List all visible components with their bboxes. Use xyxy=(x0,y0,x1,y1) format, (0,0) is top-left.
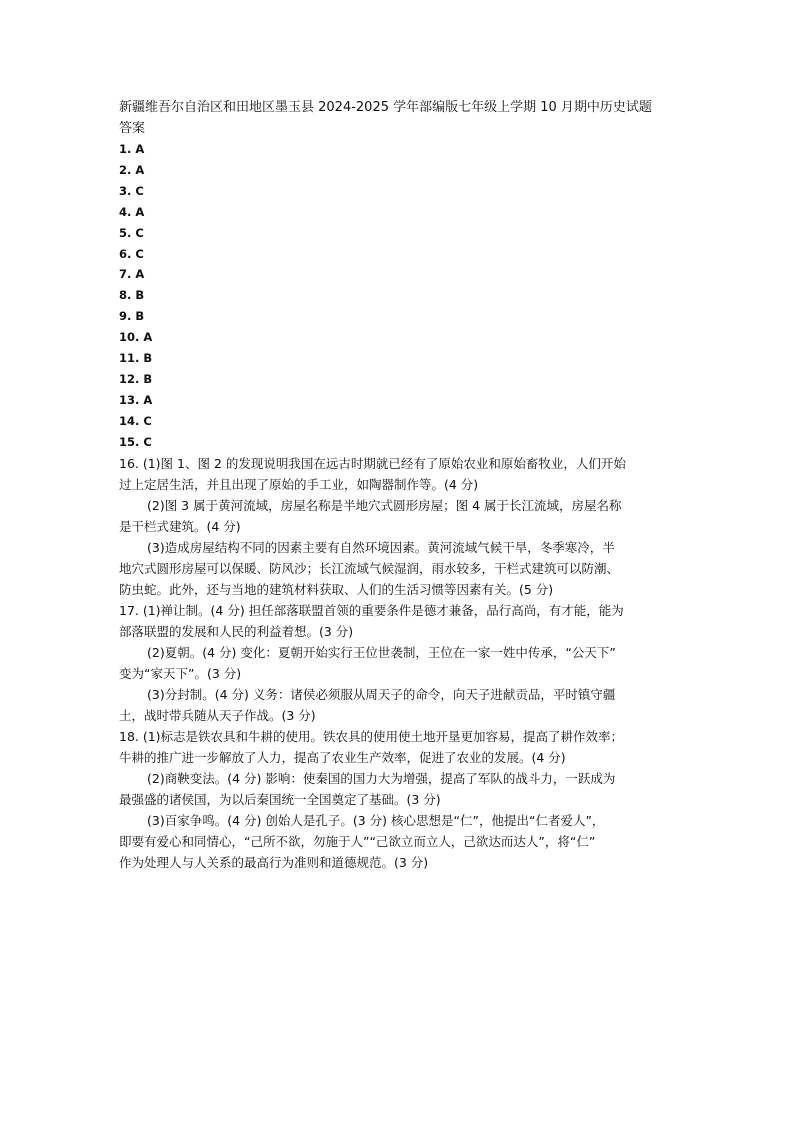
answer-item: 3. C xyxy=(119,183,144,198)
answer-text-line: 18. (1)标志是铁农具和牛耕的使用。铁农具的使用使土地开垦更加容易，提高了耕作效率； xyxy=(119,728,624,744)
answer-text-line: 牛耕的推广进一步解放了人力，提高了农业生产效率，促进了农业的发展。(4 分) xyxy=(119,749,566,765)
answer-item: 14. C xyxy=(119,413,152,428)
question-18-answer xyxy=(119,726,679,873)
answer-text-line: 是干栏式建筑。(4 分) xyxy=(119,518,241,534)
answer-item: 1. A xyxy=(119,142,145,156)
answer-item: 15. C xyxy=(119,434,152,449)
answer-text-line: (2)商鞅变法。(4 分) 影响：使秦国的国力大为增强，提高了军队的战斗力，一跃成为 xyxy=(147,770,616,786)
answer-text-line: 最强盛的诸侯国，为以后秦国统一全国奠定了基础。(3 分) xyxy=(119,791,441,807)
answer-item: 13. A xyxy=(119,392,153,407)
answer-item: 4. A xyxy=(119,204,145,219)
document-subtitle: 答案 xyxy=(119,121,146,136)
answer-item: 11. B xyxy=(119,351,153,366)
answer-text-line: 作为处理人与人关系的最高行为准则和道德规范。(3 分) xyxy=(119,854,429,870)
answer-text-line: 土，战时带兵随从天子作战。(3 分) xyxy=(119,707,316,723)
answer-item: 6. C xyxy=(119,246,144,261)
question-16-answer xyxy=(119,453,679,600)
document-title: 新疆维吾尔自治区和田地区墨玉县 2024-2025 学年部编版七年级上学期 10 月期中历史试题 xyxy=(119,100,652,115)
answer-item: 7. A xyxy=(119,267,145,282)
answer-text-line: (3)分封制。(4 分) 义务：诸侯必须服从周天子的命令，向天子进献贡品，平时镇守疆 xyxy=(147,686,616,702)
answer-text-line: 地穴式圆形房屋可以保暖、防风沙；长江流域气候湿润，雨水较多，干栏式建筑可以防潮、 xyxy=(119,560,620,576)
answer-text-line: 即要有爱心和同情心，“己所不欲，勿施于人”“己欲立而立人，己欲达而达人”，将“仁” xyxy=(119,833,596,849)
answer-text-line: 16. (1)图 1、图 2 的发现说明我国在远古时期就已经有了原始农业和原始畜牧业，人们开始 xyxy=(119,455,626,471)
answer-list xyxy=(119,139,679,453)
answer-item: 2. A xyxy=(119,162,145,177)
answer-text-line: (3)百家争鸣。(4 分) 创始人是孔子。(3 分) 核心思想是“仁”，他提出“仁者爱人”， xyxy=(147,812,605,828)
answer-text-line: 变为“家天下”。(3 分) xyxy=(119,665,242,681)
answer-text-line: (3)造成房屋结构不同的因素主要有自然环境因素。黄河流域气候干旱，冬季寒冷，半 xyxy=(147,539,615,555)
answer-text-line: 过上定居生活，并且出现了原始的手工业，如陶器制作等。(4 分) xyxy=(119,476,479,492)
answer-text-line: (2)夏朝。(4 分) 变化：夏朝开始实行王位世袭制，王位在一家一姓中传承，“公天下” xyxy=(147,644,616,660)
answer-item: 5. C xyxy=(119,225,144,240)
answer-item: 9. B xyxy=(119,309,145,324)
answer-item: 10. A xyxy=(119,330,153,345)
answer-item: 8. B xyxy=(119,288,145,303)
answer-text-line: 防虫蛇。此外，还与当地的建筑材料获取、人们的生活习惯等因素有关。(5 分) xyxy=(119,581,554,597)
answer-item: 12. B xyxy=(119,371,153,386)
answer-text-line: 部落联盟的发展和人民的利益着想。(3 分) xyxy=(119,623,354,639)
answer-text-line: 17. (1)禅让制。(4 分) 担任部落联盟首领的重要条件是德才兼备，品行高尚，有才能，能为 xyxy=(119,602,624,618)
document-page xyxy=(119,97,679,873)
question-17-answer xyxy=(119,600,679,726)
answer-text-line: (2)图 3 属于黄河流域，房屋名称是半地穴式圆形房屋；图 4 属于长江流域，房屋名称 xyxy=(147,497,622,513)
